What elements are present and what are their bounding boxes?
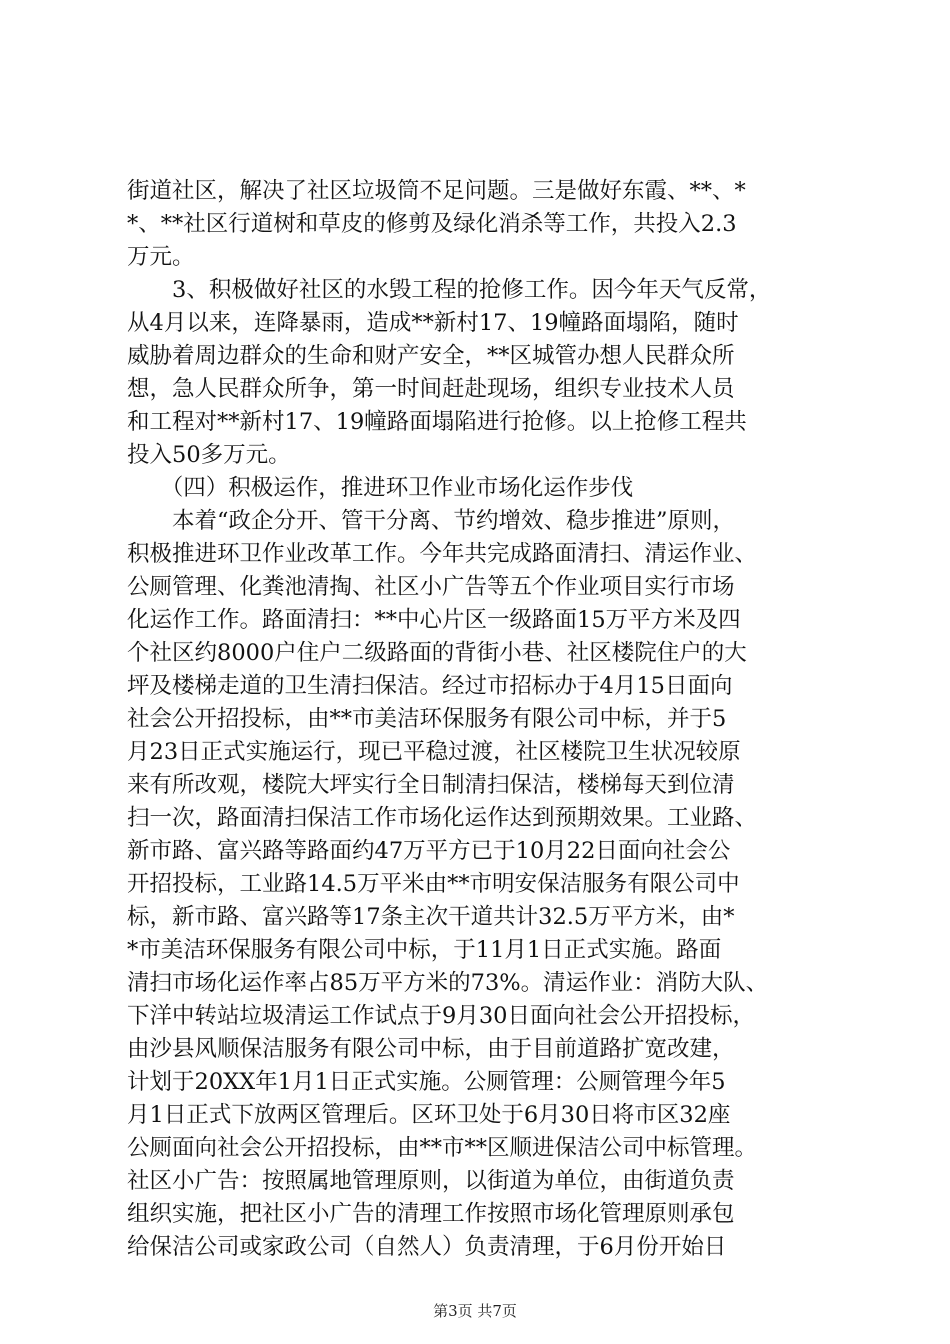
body-line: 公厕面向社会公开招投标，由**市**区顺进保洁公司中标管理。 bbox=[127, 1135, 758, 1161]
body-line: 化运作工作。路面清扫：**中心片区一级路面15万平方米及四 bbox=[127, 607, 741, 633]
body-line: 月1日正式下放两区管理后。区环卫处于6月30日将市区32座 bbox=[127, 1102, 731, 1128]
body-line: 和工程对**新村17、19幢路面塌陷进行抢修。以上抢修工程共 bbox=[127, 409, 747, 435]
body-line: 扫一次，路面清扫保洁工作市场化运作达到预期效果。工业路、 bbox=[127, 805, 758, 831]
body-line: 坪及楼梯走道的卫生清扫保洁。经过市招标办于4月15日面向 bbox=[127, 673, 733, 699]
body-line: 标，新市路、富兴路等17条主次干道共计32.5万平方米，由* bbox=[127, 904, 735, 930]
body-line: 开招投标，工业路14.5万平米由**市明安保洁服务有限公司中 bbox=[127, 871, 740, 897]
body-line: 从4月以来，连降暴雨，造成**新村17、19幢路面塌陷，随时 bbox=[127, 310, 739, 336]
body-line: 社会公开招投标，由**市美洁环保服务有限公司中标，并于5 bbox=[127, 706, 727, 732]
body-line: 3、积极做好社区的水毁工程的抢修工作。因今年天气反常， bbox=[127, 277, 772, 303]
body-line: 组织实施，把社区小广告的清理工作按照市场化管理原则承包 bbox=[127, 1201, 735, 1227]
body-line: 清扫市场化运作率占85万平方米的73%。清运作业：消防大队、 bbox=[127, 970, 769, 996]
body-line: 威胁着周边群众的生命和财产安全，**区城管办想人民群众所 bbox=[127, 343, 735, 369]
body-line: *市美洁环保服务有限公司中标，于11月1日正式实施。路面 bbox=[127, 937, 722, 963]
body-line: *、**社区行道树和草皮的修剪及绿化消杀等工作，共投入2.3 bbox=[127, 211, 737, 237]
body-line: 月23日正式实施运行，现已平稳过渡，社区楼院卫生状况较原 bbox=[127, 739, 741, 765]
body-line: 积极推进环卫作业改革工作。今年共完成路面清扫、清运作业、 bbox=[127, 541, 758, 567]
body-line: 计划于20XX年1月1日正式实施。公厕管理：公厕管理今年5 bbox=[127, 1069, 726, 1095]
section-heading: （四）积极运作，推进环卫作业市场化运作步伐 bbox=[127, 475, 634, 501]
body-line: 万元。 bbox=[127, 244, 195, 270]
body-line: 个社区约8000户住户二级路面的背街小巷、社区楼院住户的大 bbox=[127, 640, 747, 666]
body-line: 本着“政企分开、管干分离、节约增效、稳步推进”原则， bbox=[127, 508, 736, 534]
body-line: 投入50多万元。 bbox=[127, 442, 291, 468]
body-line: 社区小广告：按照属地管理原则，以街道为单位，由街道负责 bbox=[127, 1168, 735, 1194]
body-line: 想，急人民群众所争，第一时间赶赴现场，组织专业技术人员 bbox=[127, 376, 735, 402]
body-line: 公厕管理、化粪池清掏、社区小广告等五个作业项目实行市场 bbox=[127, 574, 735, 600]
body-line: 给保洁公司或家政公司（自然人）负责清理，于6月份开始日 bbox=[127, 1234, 727, 1260]
body-line: 由沙县风顺保洁服务有限公司中标，由于目前道路扩宽改建， bbox=[127, 1036, 735, 1062]
body-line: 下洋中转站垃圾清运工作试点于9月30日面向社会公开招投标， bbox=[127, 1003, 755, 1029]
body-line: 新市路、富兴路等路面约47万平方已于10月22日面向社会公 bbox=[127, 838, 731, 864]
body-line: 来有所改观，楼院大坪实行全日制清扫保洁，楼梯每天到位清 bbox=[127, 772, 735, 798]
page-number-footer: 第3页 共7页 bbox=[433, 1302, 517, 1320]
body-line: 街道社区，解决了社区垃圾筒不足问题。三是做好东霞、**、* bbox=[127, 178, 746, 204]
